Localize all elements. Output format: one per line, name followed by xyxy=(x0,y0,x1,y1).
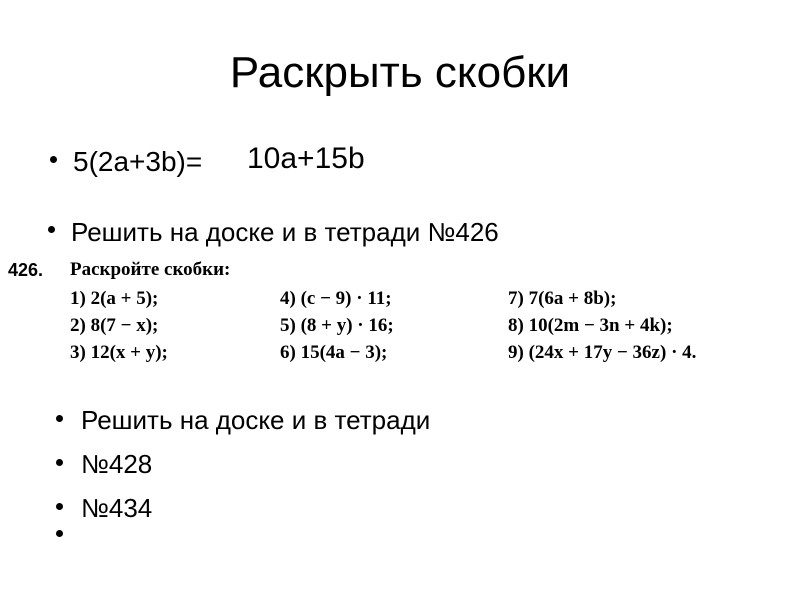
list-item xyxy=(56,405,430,449)
exercise-item: 8) 10(2m − 3n + 4k); xyxy=(508,315,673,336)
list-item xyxy=(56,493,430,537)
exercise-column-1 xyxy=(70,285,168,366)
expression-bullet xyxy=(50,146,202,178)
exercise-column-2 xyxy=(280,285,394,366)
exercise-item: 7) 7(6a + 8b); xyxy=(508,288,617,309)
expression-text: 5(2a+3b)= xyxy=(73,146,203,177)
bullet-dot xyxy=(56,530,63,537)
textbook-exercise xyxy=(8,258,788,368)
exercise-item: 6) 15(4a − 3); xyxy=(280,342,388,363)
exercise-item: 5) (8 + y) · 16; xyxy=(280,315,394,336)
expression-answer: 10a+15b xyxy=(247,142,365,175)
list-item xyxy=(56,449,430,493)
exercise-item: 2) 8(7 − x); xyxy=(70,315,159,336)
exercise-heading: Раскройте скобки: xyxy=(70,259,231,280)
list-item-text: №434 xyxy=(81,493,153,523)
bullet-dot xyxy=(48,226,55,233)
exercise-item: 3) 12(x + y); xyxy=(70,342,168,363)
exercise-number: 426. xyxy=(8,260,44,280)
homework-list xyxy=(56,405,430,581)
list-item-text: Решить на доске и в тетради xyxy=(81,405,431,435)
list-item-text: №428 xyxy=(81,449,153,479)
exercise-column-3 xyxy=(508,285,696,366)
list-item xyxy=(56,537,430,581)
bullet-dot xyxy=(56,415,63,422)
bullet-dot xyxy=(50,156,57,163)
exercise-item: 1) 2(a + 5); xyxy=(70,288,159,309)
slide-title: Раскрыть скобки xyxy=(229,48,571,97)
exercise-item: 4) (c − 9) · 11; xyxy=(280,288,392,309)
task-bullet xyxy=(48,217,499,248)
bullet-dot xyxy=(56,503,63,510)
bullet-dot xyxy=(56,459,63,466)
task-text: Решить на доске и в тетради №426 xyxy=(71,217,499,247)
exercise-item: 9) (24x + 17y − 36z) · 4. xyxy=(508,342,697,363)
